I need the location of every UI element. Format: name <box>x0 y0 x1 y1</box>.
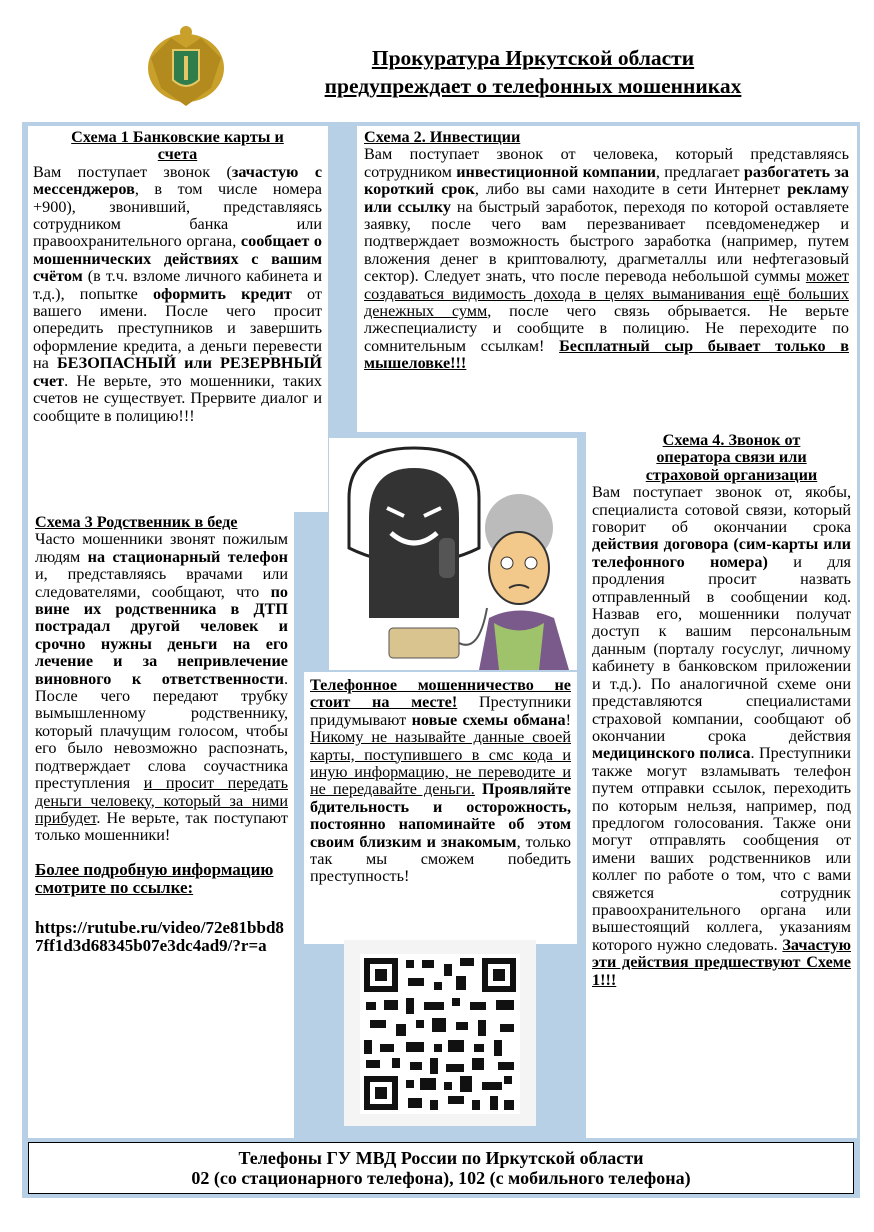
scheme1-title: Схема 1 Банковские карты и счета <box>71 128 284 164</box>
scheme3-title: Схема 3 Родственник в беде <box>35 513 238 531</box>
scheme2-title: Схема 2. Инвестиции <box>364 128 521 146</box>
footer-phones <box>28 1142 854 1194</box>
footer-line1: Телефоны ГУ МВД России по Иркутской области <box>238 1148 644 1168</box>
scheme3-box: Схема 3 Родственник в беде Часто мошенники звонят пожилым людям на стационарный телефон и, представляясь врачами или следователями, сообщают, что по вине их родственника в ДТП пострадал другой человек и срочно нужны деньги на его лечение и за непривлечение виновного к ответственности. После чего передают трубку вымышленному родственнику, который плачущим голосом, чтобы его было невозможно распознать, подтверждает слова соучастника преступления и просит передать деньги человеку, который за ними прибудет. Не верьте, так поступают только мошенники! Более подробную информацию смотрите по ссылке: https://rutube.ru/video/72e81bbd87ff1d3d68345b07e3dc4ad9/?r=a <box>28 512 294 1138</box>
qr-code[interactable] <box>344 940 536 1126</box>
scheme4-title: Схема 4. Звонок от оператора связи или страховой организации <box>645 431 818 484</box>
more-info-label: Более подробную информацию смотрите по ссылке: <box>35 859 274 897</box>
middle-title: Телефонное мошенничество не стоит на месте! <box>310 676 571 712</box>
footer-line2: 02 (со стационарного телефона), 102 (с мобильного телефона) <box>191 1168 691 1188</box>
scheme4-box: Схема 4. Звонок от оператора связи или страховой организации Вам поступает звонок от, якобы, специалиста сотовой связи, который говорит об окончании срока действия договора (сим-карты или телефонного номера) и для продления просит назвать отправленный в сообщении код. Назвав его, мошенники получат доступ к вашим персональным данным (порталу госуслуг, личному кабинету в банковском приложении и т.д.). По аналогичной схеме они представляются специалистами страховой компании, сообщают об окончании срока действия медицинского полиса. Преступники также могут взламывать телефон путем отправки ссылок, переходить по которым нельзя, например, под предлогом голосования. Также они могут отправлять сообщения от имени ваших родственников или коллег по работе о том, что с вами свяжется сотрудник правоохранительного органа или вышестоящий коллега, указаниям которого нужно следовать. Зачастую эти действия предшествуют Схеме 1!!! <box>586 432 857 1138</box>
video-link[interactable]: https://rutube.ru/video/72e81bbd87ff1d3d68345b07e3dc4ad9/?r=a <box>35 917 284 955</box>
page-title: Прокуратура Иркутской области предупреждает о телефонных мошенниках <box>324 46 742 98</box>
middle-box: Телефонное мошенничество не стоит на месте! Преступники придумывают новые схемы обмана! Никому не называйте данные своей карты, поступившего в смс кода и иную информацию, не переводите и не передавайте деньги. Проявляйте бдительность и осторожность, постоянно напоминайте об этом своим близким и знакомым, только так мы сможем победить преступность! <box>304 672 577 944</box>
scheme1-box: Схема 1 Банковские карты и счета Вам поступает звонок (зачастую с мессенджеров, в том числе номера +900), звонивший, представляясь сотрудником банка или правоохранительного органа, сообщает о мошеннических действиях с вашим счётом (в т.ч. взломе личного кабинета и т.д.), попытке оформить кредит от вашего имени. После чего просит опередить преступников и завершить оформление кредита, а деньги перевести на БЕЗОПАСНЫЙ или РЕЗЕРВНЫЙ счет. Не верьте, это мошенники, таких счетов не существует. Прервите диалог и сообщите в полицию!!! <box>28 126 328 512</box>
scheme2-box: Схема 2. Инвестиции Вам поступает звонок от человека, который представляясь сотрудником инвестиционной компании, предлагает разбогатеть за короткий срок, либо вы сами находите в сети Интернет рекламу или ссылку на быстрый заработок, переходя по которой оставляете заявку, после чего вам перезванивает псевдоменеджер и подтверждает возможность быстрого заработка (например, путем вложения денег в криптовалюту, драгметаллы или нефтегазовый сектор). Следует знать, что после перевода небольшой суммы может создаваться видимость дохода в целях выманивания ещё больших денежных сумм, после чего связь обрывается. Не верьте лжеспециалисту и сообщите в полицию. Не переходите по сомнительным ссылкам! Бесплатный сыр бывает только в мышеловке!!! <box>357 126 857 432</box>
prosecutor-emblem-icon <box>141 18 231 114</box>
fraud-call-illustration <box>329 438 577 670</box>
